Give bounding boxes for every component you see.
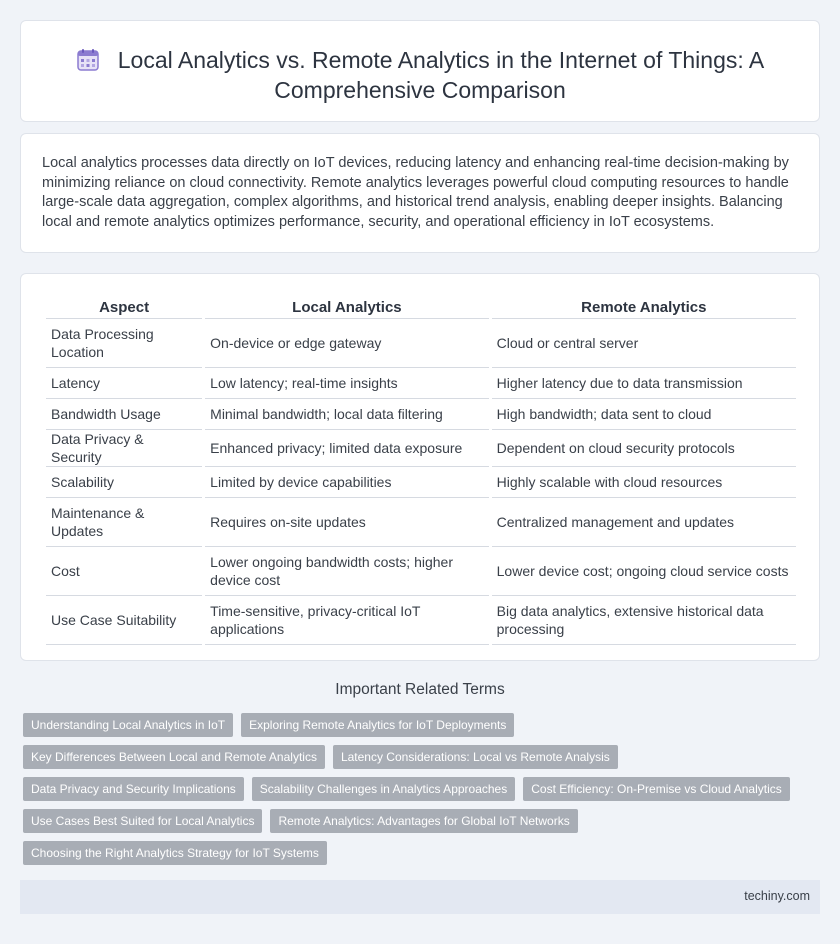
remote-cell: Centralized management and updates bbox=[492, 498, 796, 547]
table-row bbox=[46, 319, 796, 368]
header-local-analytics: Local Analytics bbox=[205, 297, 488, 319]
remote-cell: Dependent on cloud security protocols bbox=[492, 430, 796, 467]
remote-cell: High bandwidth; data sent to cloud bbox=[492, 399, 796, 430]
aspect-cell: Maintenance & Updates bbox=[46, 498, 202, 547]
tag-row bbox=[23, 713, 813, 737]
local-cell: Time-sensitive, privacy-critical IoT applications bbox=[205, 596, 488, 645]
description-text: Local analytics processes data directly on IoT devices, reducing latency and enhancing real-time decision-making by minimizing reliance on cloud connectivity. Remote analytics leverages powerful cloud computing resources to handle large-scale data aggregation, complex algorithms, and historical trend analysis, enabling deeper insights. Balancing local and remote analytics optimizes performance, security, and operational efficiency in IoT ecosystems. bbox=[42, 155, 789, 230]
related-term-tag[interactable]: Remote Analytics: Advantages for Global IoT Networks bbox=[270, 809, 577, 833]
header-aspect: Aspect bbox=[46, 297, 202, 319]
aspect-cell: Data Privacy & Security bbox=[46, 430, 202, 467]
related-term-tag[interactable]: Scalability Challenges in Analytics Approaches bbox=[252, 777, 515, 801]
local-cell: Low latency; real-time insights bbox=[205, 368, 488, 399]
local-cell: Enhanced privacy; limited data exposure bbox=[205, 430, 488, 467]
table-row bbox=[46, 399, 796, 430]
tag-row bbox=[23, 809, 813, 833]
footer-bar bbox=[20, 880, 820, 914]
related-terms-heading: Important Related Terms bbox=[335, 681, 505, 698]
page-title: Local Analytics vs. Remote Analytics in the Internet of Things: A Comprehensive Comparison bbox=[117, 47, 765, 103]
related-terms-tags bbox=[23, 713, 813, 873]
comparison-card bbox=[20, 273, 820, 661]
related-term-tag[interactable]: Cost Efficiency: On-Premise vs Cloud Analytics bbox=[523, 777, 790, 801]
local-cell: Lower ongoing bandwidth costs; higher device cost bbox=[205, 547, 488, 596]
table-row bbox=[46, 430, 796, 467]
related-term-tag[interactable]: Use Cases Best Suited for Local Analytics bbox=[23, 809, 262, 833]
aspect-cell: Bandwidth Usage bbox=[46, 399, 202, 430]
aspect-cell: Scalability bbox=[46, 467, 202, 498]
related-term-tag[interactable]: Choosing the Right Analytics Strategy for IoT Systems bbox=[23, 841, 327, 865]
aspect-cell: Data Processing Location bbox=[46, 319, 202, 368]
tag-row bbox=[23, 841, 813, 865]
related-term-tag[interactable]: Latency Considerations: Local vs Remote Analysis bbox=[333, 745, 618, 769]
tag-row bbox=[23, 777, 813, 801]
table-header-row bbox=[46, 297, 796, 319]
related-term-tag[interactable]: Key Differences Between Local and Remote Analytics bbox=[23, 745, 325, 769]
aspect-cell: Latency bbox=[46, 368, 202, 399]
remote-cell: Lower device cost; ongoing cloud service costs bbox=[492, 547, 796, 596]
local-cell: Minimal bandwidth; local data filtering bbox=[205, 399, 488, 430]
table-row bbox=[46, 368, 796, 399]
remote-cell: Higher latency due to data transmission bbox=[492, 368, 796, 399]
table-row bbox=[46, 467, 796, 498]
title-card bbox=[20, 20, 820, 122]
page-title-row bbox=[21, 45, 819, 105]
remote-cell: Highly scalable with cloud resources bbox=[492, 467, 796, 498]
table-row bbox=[46, 547, 796, 596]
local-cell: Limited by device capabilities bbox=[205, 467, 488, 498]
remote-cell: Cloud or central server bbox=[492, 319, 796, 368]
table-row bbox=[46, 498, 796, 547]
local-cell: Requires on-site updates bbox=[205, 498, 488, 547]
footer-site-link[interactable]: techiny.com bbox=[744, 889, 810, 903]
tag-row bbox=[23, 745, 813, 769]
related-term-tag[interactable]: Data Privacy and Security Implications bbox=[23, 777, 244, 801]
remote-cell: Big data analytics, extensive historical data processing bbox=[492, 596, 796, 645]
table-row bbox=[46, 596, 796, 645]
comparison-table bbox=[43, 297, 799, 645]
calendar-grid-icon bbox=[76, 48, 100, 72]
header-remote-analytics: Remote Analytics bbox=[492, 297, 796, 319]
related-term-tag[interactable]: Understanding Local Analytics in IoT bbox=[23, 713, 233, 737]
local-cell: On-device or edge gateway bbox=[205, 319, 488, 368]
aspect-cell: Use Case Suitability bbox=[46, 596, 202, 645]
description-card bbox=[20, 133, 820, 253]
related-term-tag[interactable]: Exploring Remote Analytics for IoT Deployments bbox=[241, 713, 514, 737]
aspect-cell: Cost bbox=[46, 547, 202, 596]
